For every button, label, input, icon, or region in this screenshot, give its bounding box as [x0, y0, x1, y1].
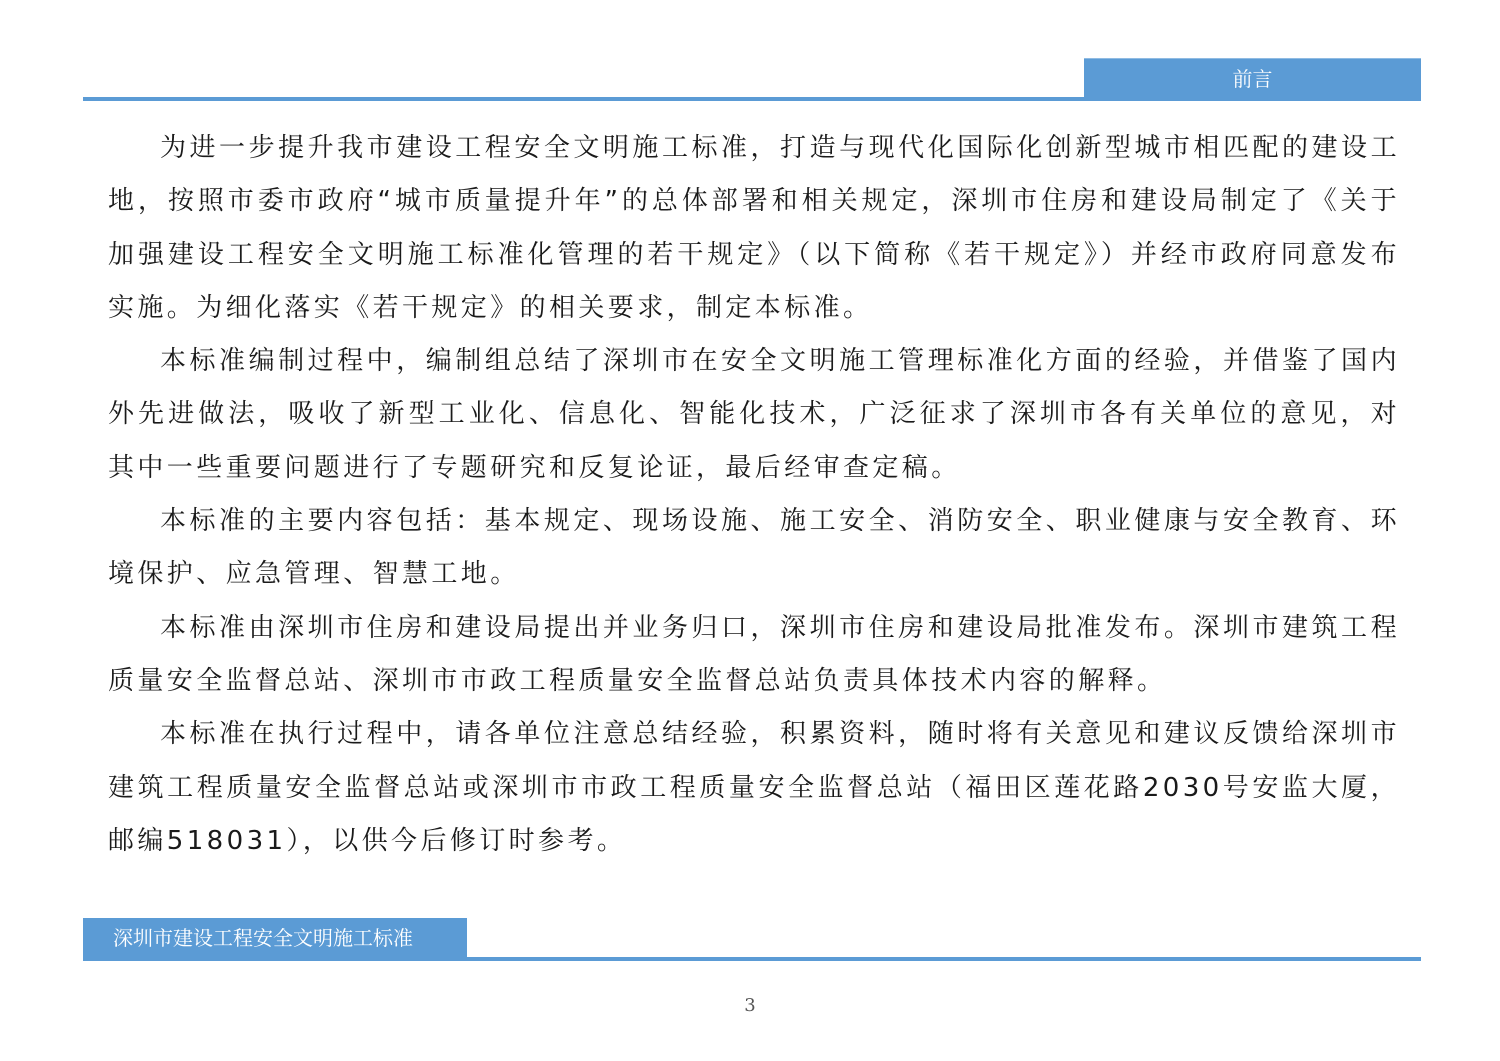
- paragraph-4: 本标准由深圳市住房和建设局提出并业务归口，深圳市住房和建设局批准发布。深圳市建筑工程质量安全监督总站、深圳市市政工程质量安全监督总站负责具体技术内容的解释。: [108, 612, 1400, 696]
- header-divider: [83, 97, 1421, 101]
- preface-body: [108, 122, 1400, 868]
- footer-divider: [83, 957, 1421, 961]
- paragraph-2: 本标准编制过程中，编制组总结了深圳市在安全文明施工管理标准化方面的经验，并借鉴了国内外先进做法，吸收了新型工业化、信息化、智能化技术，广泛征求了深圳市各有关单位的意见，对其中一些重要问题进行了专题研究和反复论证，最后经审查定稿。: [108, 346, 1400, 483]
- paragraph-1: 为进一步提升我市建设工程安全文明施工标准，打造与现代化国际化创新型城市相匹配的建设工地，按照市委市政府“城市质量提升年”的总体部署和相关规定，深圳市住房和建设局制定了《关于加强建设工程安全文明施工标准化管理的若干规定》（以下简称《若干规定》）并经市政府同意发布实施。为细化落实《若干规定》的相关要求，制定本标准。: [108, 133, 1400, 323]
- section-title-tab: 前言: [1084, 58, 1421, 98]
- document-title-tab: 深圳市建设工程安全文明施工标准: [83, 918, 467, 958]
- paragraph-3: 本标准的主要内容包括：基本规定、现场设施、施工安全、消防安全、职业健康与安全教育、环境保护、应急管理、智慧工地。: [108, 506, 1400, 590]
- page-number: 3: [744, 995, 756, 1016]
- paragraph-5: 本标准在执行过程中，请各单位注意总结经验，积累资料，随时将有关意见和建议反馈给深圳市建筑工程质量安全监督总站或深圳市市政工程质量安全监督总站（福田区莲花路2030号安监大厦，邮编518031），以供今后修订时参考。: [108, 719, 1400, 856]
